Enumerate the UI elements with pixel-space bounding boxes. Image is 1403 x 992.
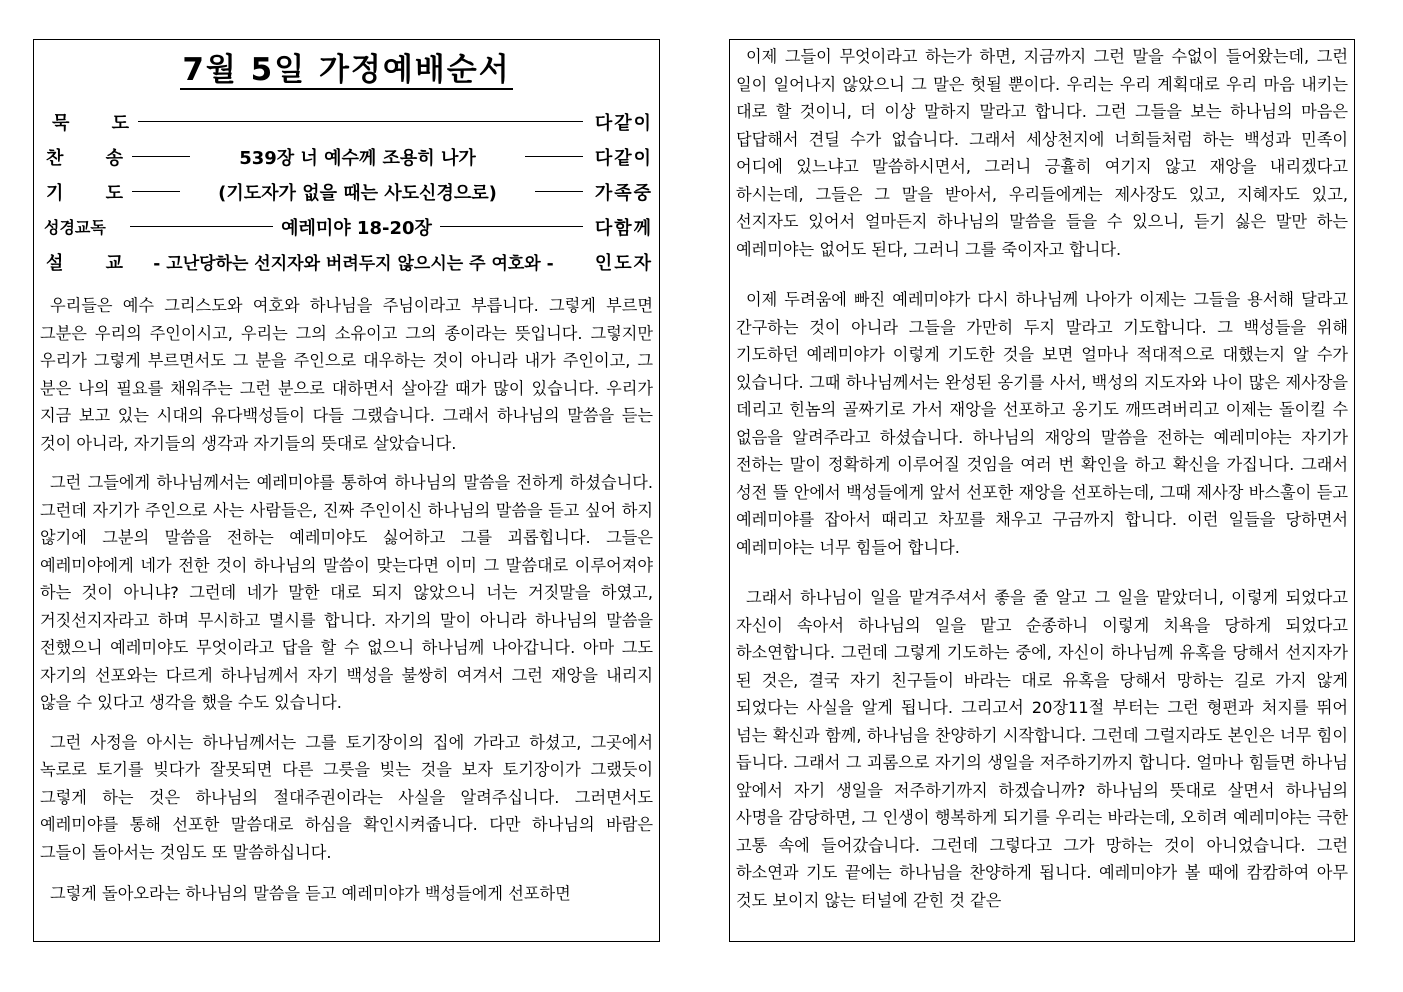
order-row-hymn	[44, 139, 653, 174]
paragraph: 그렇게 돌아오라는 하나님의 말씀을 듣고 예레미야가 백성들에게 선포하면	[50, 884, 571, 903]
leader-line	[130, 226, 273, 227]
leader-line	[440, 226, 583, 227]
order-row-scripture	[44, 209, 653, 244]
title-text: 7월 5일 가정예배순서	[182, 52, 511, 88]
order-participant: 다같이	[594, 112, 653, 134]
paragraph: 이제 두려움에 빠진 예레미야가 다시 하나님께 나아가 이제는 그들을 용서해 달라고 간구하는 것이 아니라 그들을 가만히 두지 말라고 기도합니다. 그 백성들을 위해 기도하던 예레미야가 이렇게 기도한 것을 보면 얼마나 적대적으로 대했는지 알 수가 있습니다. 그때 하나님께서는 완성된 옹기를 사서, 백성의 지도자와 나이 많은 제사장을 데리고 힌놈의 골짜기로 가서 재앙을 선포하고 옹기도 깨뜨려버리고 이제는 돌이킬 수 없음을 알려주라고 하셨습니다. 하나님의 재앙의 말씀을 전하는 예레미야는 자기가 전하는 말이 정확하게 이루어질 것임을 여러 번 확인을 하고 확신을 가집니다. 그래서 성전 뜰 안에서 백성들에게 앞서 선포한 재앙을 선포하는데, 그때 제사장 바스훌이 듣고 예레미야를 잡아서 때리고 차꼬를 채우고 구금까지 합니다. 이런 일들을 당하면서 예레미야는 너무 힘들어 합니다.	[736, 290, 1348, 557]
order-detail: - 고난당하는 선지자와 버려두지 않으시는 주 여호와 -	[153, 254, 554, 274]
leader-line	[525, 156, 583, 157]
right-page	[729, 39, 1355, 942]
paragraph: 우리들은 예수 그리스도와 여호와 하나님을 주님이라고 부릅니다. 그렇게 부르면 그분은 우리의 주인이시고, 우리는 그의 소유이고 그의 종이라는 뜻입니다. 그렇지만 우리가 그렇게 부르면서도 그 분을 주인으로 대우하는 것이 아니라 내가 주인이고, 그 분은 나의 필요를 채워주는 그런 분으로 대하면서 살아갈 때가 많이 있습니다. 우리가 지금 보고 있는 시대의 유다백성들이 다들 그랬습니다. 그래서 하나님의 말씀을 듣는 것이 아니라, 자기들의 생각과 자기들의 뜻대로 살았습니다.	[40, 296, 653, 453]
order-participant: 가족중	[594, 182, 653, 204]
order-label: 설 교	[46, 252, 142, 274]
order-label: 찬 송	[46, 147, 142, 169]
order-label: 기 도	[46, 182, 142, 204]
order-participant: 다함께	[594, 217, 653, 239]
paragraph: 그런 그들에게 하나님께서는 예레미야를 통하여 하나님의 말씀을 전하게 하셨습니다. 그런데 자기가 주인으로 사는 사람들은, 진짜 주인이신 하나님의 말씀을 듣고 싶어 하지 않기에 그분의 말씀을 전하는 예레미야도 싫어하고 그를 괴롭힙니다. 그들은 예레미야에게 네가 전한 것이 하나님의 말씀이 맞는다면 이미 그 말씀대로 이루어져야 하는 것이 아니냐? 그런데 네가 말한 대로 되지 않았으니 너는 거짓말을 하였고, 거짓선지자라고 하며 무시하고 멸시를 합니다. 자기의 말이 아니라 하나님의 말씀을 전했으니 예레미야도 무엇이라고 답을 할 수 없으니 하나님께 나아갑니다. 아마 그도 자기의 선포와는 다르게 하나님께서 자기 백성을 불쌍히 여겨서 그런 재앙을 내리지 않을 수 있다고 생각을 했을 수도 있습니다.	[40, 473, 653, 712]
order-detail: 539장 너 예수께 조용히 나가	[239, 147, 476, 169]
order-participant: 인도자	[594, 252, 653, 274]
order-detail: 예레미야 18-20장	[281, 217, 432, 239]
paragraph: 그런 사정을 아시는 하나님께서는 그를 토기장이의 집에 가라고 하셨고, 그곳에서 녹로로 토기를 빚다가 잘못되면 다른 그릇을 빚는 것을 보자 토기장이가 그랬듯이 그렇게 하는 것은 하나님의 절대주권이라는 사실을 알려주십니다. 그러면서도 예레미야를 통해 선포한 말씀대로 하심을 확인시켜줍니다. 다만 하나님의 바람은 그들이 돌아서는 것임도 또 말씀하십니다.	[40, 732, 653, 862]
paragraph-gap	[40, 457, 653, 469]
sermon-text-left	[40, 292, 653, 908]
order-participant: 다같이	[594, 147, 653, 169]
leader-line	[132, 191, 180, 192]
paragraph-gap	[736, 263, 1348, 286]
leader-line	[138, 121, 583, 122]
order-label: 성경교독	[44, 218, 106, 237]
leader-line	[132, 156, 190, 157]
paragraph-gap	[40, 866, 653, 880]
order-row-silent-prayer	[44, 104, 653, 139]
paragraph: 그래서 하나님이 일을 맡겨주셔서 좋을 줄 알고 그 일을 맡았더니, 이렇게 되었다고 자신이 속아서 하나님의 일을 맡고 순종하니 이렇게 치욕을 당하게 되었다고 하소연합니다. 그런데 그렇게 기도하는 중에, 자신이 하나님께 유혹을 당해서 선지자가 된 것은, 결국 자기 친구들이 바라는 대로 유혹을 당해서 망하는 길로 가지 않게 되었다는 사실을 알게 됩니다. 그리고서 20장11절 부터는 그런 형편과 처지를 뛰어 넘는 확신과 함께, 하나님을 찬양하기 시작합니다. 그런데 그럴지라도 본인은 너무 힘이 듭니다. 그래서 그 괴롬으로 자기의 생일을 저주하기까지 합니다. 얼마나 힘들면 하나님 앞에서 자기 생일을 저주하기까지 하겠습니까? 하나님의 뜻대로 살면서 하나님의 사명을 감당하면, 그 인생이 행복하게 되기를 우리는 바라는데, 오히려 예레미야는 극한 고통 속에 들어갔습니다. 그런데 그렇다고 그가 망하는 것이 아니었습니다. 그런 하소연과 기도 끝에는 하나님을 찬양하게 됩니다. 예레미야가 볼 때에 캄캄하여 아무 것도 보이지 않는 터널에 갇힌 것 같은	[736, 588, 1348, 910]
order-row-prayer	[44, 174, 653, 209]
order-label: 묵 도	[52, 112, 148, 134]
order-row-sermon	[44, 244, 653, 279]
worship-order	[44, 104, 653, 279]
page-title	[34, 52, 659, 88]
leader-line	[535, 191, 583, 192]
order-detail: (기도자가 없을 때는 사도신경으로)	[218, 182, 497, 204]
paragraph: 이제 그들이 무엇이라고 하는가 하면, 지금까지 그런 말을 수없이 들어왔는데, 그런 일이 일어나지 않았으니 그 말은 헛될 뿐이다. 우리는 우리 계획대로 우리 마음 내키는 대로 할 것이니, 더 이상 말하지 말라고 합니다. 그런 그들을 보는 하나님의 마음은 답답해서 견딜 수가 없습니다. 그래서 세상천지에 너희들처럼 하는 백성과 민족이 어디에 있느냐고 말씀하시면서, 그러니 긍휼히 여기지 않고 재앙을 내리겠다고 하시는데, 그들은 그 말을 받아서, 우리들에게는 제사장도 있고, 지혜자도 있고, 선지자도 있어서 얼마든지 하나님의 말씀을 들을 수 있으니, 듣기 싫은 말만 하는 예레미야는 없어도 된다, 그러니 그를 죽이자고 합니다.	[736, 47, 1348, 259]
left-page	[33, 39, 660, 942]
paragraph-gap	[736, 561, 1348, 584]
sermon-text-right	[736, 43, 1348, 914]
paragraph-gap	[40, 717, 653, 729]
